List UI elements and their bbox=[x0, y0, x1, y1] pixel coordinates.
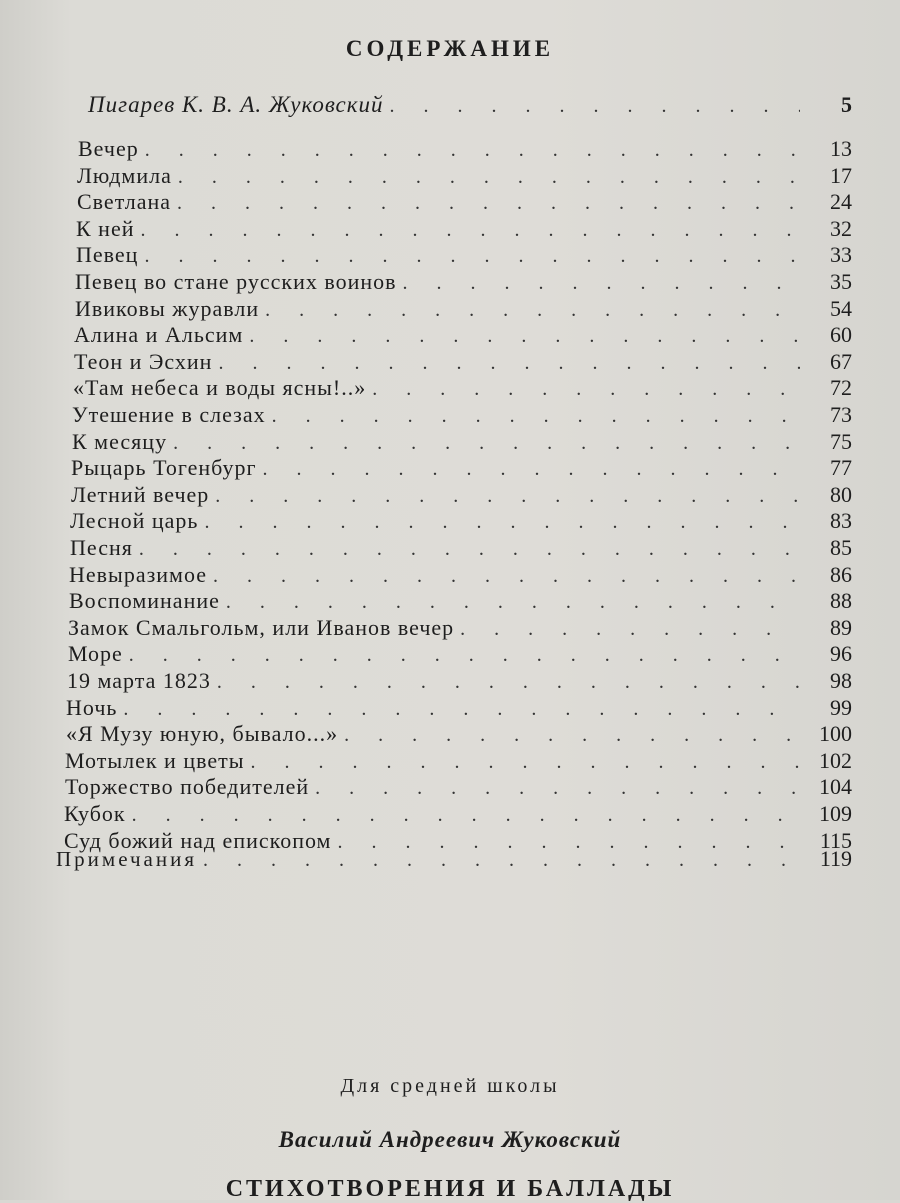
page-title: СОДЕРЖАНИЕ bbox=[345, 36, 555, 61]
toc-entry-title: Рыцарь Тогенбург bbox=[71, 455, 257, 481]
toc-entry-title: Теон и Эсхин bbox=[74, 348, 213, 374]
toc-entry-page: 60 bbox=[830, 322, 852, 348]
toc-entry-page: 54 bbox=[830, 295, 852, 321]
dot-leader bbox=[141, 219, 801, 242]
toc-entry-title: «Там небеса и воды ясны!..» bbox=[73, 375, 367, 401]
dot-leader bbox=[218, 352, 800, 375]
toc-entry-title: Торжество победителей bbox=[65, 774, 310, 800]
toc-entry bbox=[0, 801, 900, 827]
dot-leader bbox=[390, 95, 800, 118]
toc-entry-title: Суд божий над епископом bbox=[64, 827, 332, 853]
toc-entry-title: Людмила bbox=[77, 162, 172, 188]
toc-entry-title: Утешение в слезах bbox=[72, 402, 266, 427]
toc-entry-title: Ивиковы журавли bbox=[75, 295, 260, 321]
toc-entry bbox=[0, 136, 900, 162]
toc-entry-title: Замок Смальгольм, или Иванов вечер bbox=[68, 614, 455, 640]
toc-entry-page: 86 bbox=[830, 561, 852, 587]
toc-entry bbox=[0, 535, 900, 561]
dot-leader bbox=[372, 378, 800, 401]
dot-leader bbox=[217, 671, 800, 694]
toc-entry-page: 100 bbox=[819, 721, 852, 747]
toc-entry-title: Примечания bbox=[56, 847, 198, 871]
toc-entry-page: 24 bbox=[830, 189, 852, 215]
toc-entry-page: 83 bbox=[830, 508, 852, 534]
toc-entry-page: 89 bbox=[830, 614, 852, 640]
dot-leader bbox=[265, 299, 800, 322]
toc-entry-title: Пигарев К. В. А. Жуковский bbox=[88, 92, 384, 117]
toc-entry bbox=[0, 615, 900, 641]
toc-entry-page: 98 bbox=[830, 668, 852, 693]
dot-leader bbox=[272, 405, 800, 428]
toc-entry-title: Летний вечер bbox=[71, 481, 210, 507]
toc-entry bbox=[0, 322, 900, 348]
toc-entry-page: 72 bbox=[830, 375, 852, 401]
toc-entry bbox=[0, 216, 900, 242]
toc-entry bbox=[0, 508, 900, 534]
toc-entry-page: 5 bbox=[841, 92, 852, 117]
toc-entry-page: 85 bbox=[830, 535, 852, 560]
book-title: СТИХОТВОРЕНИЯ И БАЛЛАДЫ bbox=[225, 1176, 675, 1202]
dot-leader bbox=[315, 777, 800, 800]
toc-entry-title: Лесной царь bbox=[70, 508, 199, 534]
author-name: Василий Андреевич Жуковский bbox=[278, 1127, 622, 1152]
toc-entry bbox=[0, 774, 900, 800]
toc-entry-title: Песня bbox=[70, 535, 133, 560]
toc-entry bbox=[0, 375, 900, 401]
toc-entry-page: 32 bbox=[830, 215, 852, 241]
toc-entry-page: 80 bbox=[830, 481, 852, 507]
toc-entry-page: 13 bbox=[830, 136, 852, 161]
dot-leader bbox=[460, 618, 800, 641]
toc-entry-title: Певец bbox=[76, 242, 139, 268]
toc-entry-page: 33 bbox=[830, 242, 852, 268]
toc-entry-intro bbox=[0, 92, 900, 118]
audience-label: Для средней школы bbox=[340, 1075, 560, 1097]
toc-entry-page: 67 bbox=[830, 348, 852, 374]
dot-leader bbox=[403, 272, 800, 295]
dot-leader bbox=[213, 565, 800, 588]
dot-leader bbox=[251, 751, 800, 774]
dot-leader bbox=[249, 325, 800, 348]
toc-entry bbox=[0, 455, 900, 481]
toc-entry-page: 35 bbox=[830, 269, 852, 294]
toc-entry-page: 75 bbox=[830, 428, 852, 454]
toc-entry-page: 73 bbox=[830, 402, 852, 427]
dot-leader bbox=[144, 245, 800, 268]
dot-leader bbox=[145, 139, 800, 162]
toc-entry-title: «Я Музу юную, бывало...» bbox=[66, 721, 339, 747]
toc-entry-page: 109 bbox=[819, 801, 852, 826]
toc-entry bbox=[0, 269, 900, 295]
toc-entry-title: Невыразимое bbox=[69, 561, 208, 587]
toc-entry bbox=[0, 349, 900, 375]
toc-entry bbox=[0, 562, 900, 588]
toc-entry-title: Воспоминание bbox=[69, 588, 220, 614]
toc-entry bbox=[0, 641, 900, 667]
toc-entry-page: 77 bbox=[830, 455, 852, 481]
toc-entry-title: Ночь bbox=[66, 694, 118, 720]
toc-entry-title: К ней bbox=[76, 215, 135, 241]
toc-entry-title: Светлана bbox=[77, 189, 172, 215]
dot-leader bbox=[129, 644, 800, 667]
dot-leader bbox=[173, 432, 800, 455]
dot-leader bbox=[226, 591, 800, 614]
toc-entry bbox=[0, 402, 900, 428]
dot-leader bbox=[203, 849, 800, 872]
dot-leader bbox=[215, 485, 800, 508]
dot-leader bbox=[263, 458, 800, 481]
toc-entry bbox=[0, 429, 900, 455]
dot-leader bbox=[139, 538, 800, 561]
toc-entry-page: 17 bbox=[830, 162, 852, 188]
toc-entry-title: К месяцу bbox=[72, 428, 168, 454]
toc-entry-title: Море bbox=[68, 641, 123, 667]
toc-entry bbox=[0, 748, 900, 774]
toc-entry bbox=[0, 695, 900, 721]
toc-entry bbox=[0, 668, 900, 694]
toc-entry-page: 104 bbox=[819, 774, 852, 800]
toc-entry-page: 99 bbox=[830, 694, 852, 720]
toc-entry bbox=[0, 189, 900, 215]
toc-entry-notes bbox=[0, 846, 900, 872]
toc-entry-title: Певец во стане русских воинов bbox=[75, 269, 397, 294]
dot-leader bbox=[132, 804, 800, 827]
toc-entry bbox=[0, 482, 900, 508]
toc-entry bbox=[0, 242, 900, 268]
dot-leader bbox=[178, 166, 800, 189]
toc-entry-title: Кубок bbox=[64, 801, 126, 826]
toc-entry-page: 102 bbox=[819, 747, 852, 773]
toc-entry bbox=[0, 163, 900, 189]
toc-entry-page: 119 bbox=[819, 846, 852, 871]
toc-entry-page: 88 bbox=[830, 588, 852, 614]
toc-entry bbox=[0, 721, 900, 747]
toc-entry-title: 19 марта 1823 bbox=[67, 668, 211, 693]
dot-leader bbox=[177, 192, 800, 215]
toc-entry-page: 115 bbox=[819, 827, 852, 853]
toc-entry-title: Вечер bbox=[78, 136, 139, 161]
dot-leader bbox=[123, 698, 800, 721]
toc-entry-title: Алина и Альсим bbox=[74, 322, 244, 348]
toc-entry bbox=[0, 588, 900, 614]
dot-leader bbox=[344, 724, 800, 747]
dot-leader bbox=[204, 511, 800, 534]
toc-entry-page: 96 bbox=[830, 641, 852, 667]
toc-entry bbox=[0, 296, 900, 322]
toc-entry-title: Мотылек и цветы bbox=[65, 747, 245, 773]
